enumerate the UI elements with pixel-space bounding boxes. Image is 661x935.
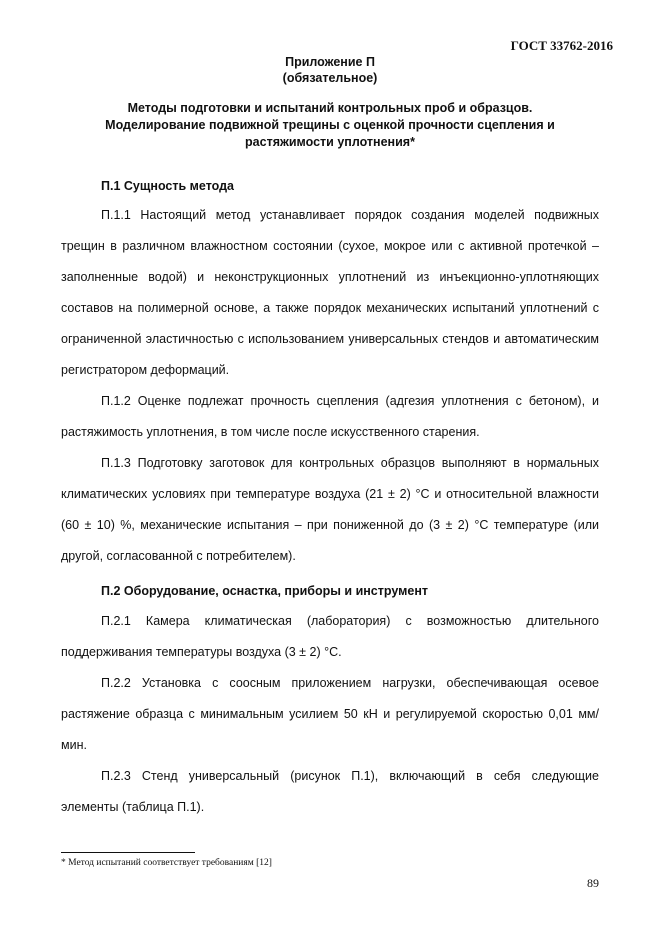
appendix-heading-line-3: растяжимости уплотнения* — [245, 135, 415, 149]
paragraph-p1-2: П.1.2 Оценке подлежат прочность сцепления (адгезия уплотнения с бетоном), и растяжимость уплотнения, в том числе после искусственного старения. — [61, 394, 599, 439]
paragraph-p1-1: П.1.1 Настоящий метод устанавливает порядок создания моделей подвижных трещин в различном влажностном состоянии (сухое, мокрое или с активной протечкой – заполненные водой) и неконструкционных уплотнений из инъекционно-уплотняющих составов на полимерной основе, а также порядок механических испытаний уплотнений с ограниченной эластичностью с использованием универсальных стендов и автоматическим регистратором деформаций. — [61, 208, 599, 377]
paragraph-p2-1: П.2.1 Камера климатическая (лаборатория) с возможностью длительного поддерживания температуры воздуха (3 ± 2) °С. — [61, 614, 599, 659]
paragraph-p2-2: П.2.2 Установка с соосным приложением нагрузки, обеспечивающая осевое растяжение образца с минимальным усилием 50 кН и регулируемой скоростью 0,01 мм/мин. — [61, 676, 599, 752]
standard-id: ГОСТ 33762-2016 — [510, 38, 613, 53]
appendix-status: (обязательное) — [282, 71, 378, 85]
section-heading-p2: П.2 Оборудование, оснастка, приборы и инструмент — [101, 584, 429, 598]
page-number: 89 — [587, 876, 599, 890]
section-heading-p1: П.1 Сущность метода — [101, 179, 235, 193]
appendix-heading-line-2: Моделирование подвижной трещины с оценкой прочности сцепления и — [105, 118, 555, 132]
appendix-heading-line-1: Методы подготовки и испытаний контрольных проб и образцов. — [127, 101, 533, 115]
footnote: * Метод испытаний соответствует требованиям [12] — [61, 858, 272, 868]
paragraph-p1-3: П.1.3 Подготовку заготовок для контрольных образцов выполняют в нормальных климатических условиях при температуре воздуха (21 ± 2) °С и относительной влажности (60 ± 10) %, механические испытания – при пониженной до (3 ± 2) °С температуре (или другой, согласованной с потребителем). — [61, 456, 599, 563]
appendix-title: Приложение П — [285, 55, 375, 69]
paragraph-p2-3: П.2.3 Стенд универсальный (рисунок П.1), включающий в себя следующие элементы (таблица П.1). — [61, 769, 599, 814]
footnote-divider — [61, 852, 195, 853]
